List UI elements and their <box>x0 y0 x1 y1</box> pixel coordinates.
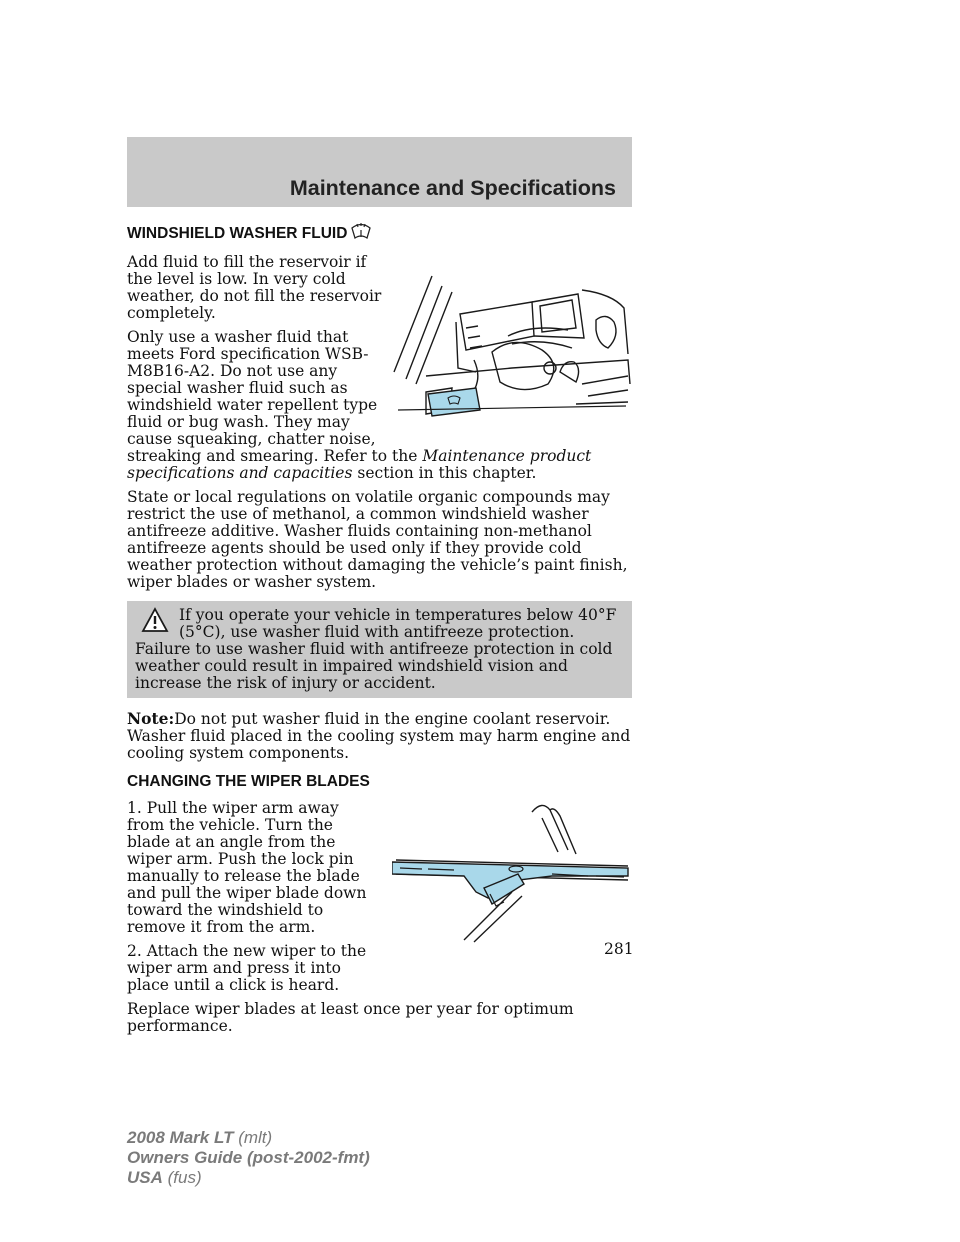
washer-reservoir-highlight <box>428 388 480 416</box>
footer-line-2: Owners Guide (post-2002-fmt) <box>127 1148 370 1167</box>
warning-triangle-icon <box>141 607 169 637</box>
windshield-washer-icon <box>350 222 372 246</box>
washer-heading <box>127 222 632 246</box>
footer-line-3 <box>127 1168 370 1188</box>
header-band <box>127 137 632 207</box>
engine-compartment-figure <box>392 264 632 428</box>
wiper-blade-figure <box>392 802 632 956</box>
washer-heading-text: WINDSHIELD WASHER FLUID <box>127 225 348 242</box>
note-paragraph <box>127 710 632 762</box>
page-number: 281 <box>604 940 634 958</box>
washer-paragraph-fill: Add fluid to fill the reservoir if the level is low. In very cold weather, do not fill the reservoir completely. <box>127 253 382 322</box>
footer-market-code: (fus) <box>162 1168 202 1187</box>
footer-model-code: (mlt) <box>233 1128 273 1147</box>
note-label: Note: <box>127 709 175 728</box>
spec-text: Only use a washer fluid that meets Ford specification WSB-M8B16-A2. Do not use any special washer fluid such as windshield water repellent type fluid or bug wash. They may cause squeaking, chatter noise, streaking and smearing. Refer to the <box>127 328 423 465</box>
footer-market: USA <box>127 1168 163 1187</box>
footer-line-1 <box>127 1128 370 1148</box>
section-title: Maintenance and Specifications <box>289 176 616 200</box>
wiper-step-1: 1. Pull the wiper arm away from the vehicle. Turn the blade at an angle from the wiper arm. Push the lock pin manually to release the blade and pull the wiper blade down toward the windshield to remove it from the arm. <box>127 799 367 936</box>
page-content <box>127 222 632 1042</box>
spec-tail: section in this chapter. <box>352 464 537 482</box>
warning-text: If you operate your vehicle in temperatures below 40°F (5°C), use washer fluid with antifreeze protection. Failure to use washer fluid with antifreeze protection in cold weather could result in impaired windshield vision and increase the risk of injury or accident. <box>135 606 617 692</box>
wiper-heading: CHANGING THE WIPER BLADES <box>127 773 370 790</box>
wiper-closing: Replace wiper blades at least once per year for optimum performance. <box>127 1000 574 1035</box>
spec-reference: Maintenance product specifications and capacities <box>127 447 592 482</box>
note-text: Do not put washer fluid in the engine coolant reservoir. Washer fluid placed in the cooling system may harm engine and cooling system components. <box>127 710 631 762</box>
wiper-step-2: 2. Attach the new wiper to the wiper arm and press it into place until a click is heard. <box>127 942 367 994</box>
washer-paragraph-regulations: State or local regulations on volatile organic compounds may restrict the use of methanol, a common windshield washer antifreeze additive. Washer fluids containing non-methanol antifreeze agents should be used only if they provide cold weather protection without damaging the vehicle’s paint finish, wiper blades or washer system. <box>127 488 628 591</box>
footer-model: 2008 Mark LT <box>127 1128 234 1147</box>
document-footer <box>127 1128 370 1188</box>
warning-box <box>127 601 632 698</box>
